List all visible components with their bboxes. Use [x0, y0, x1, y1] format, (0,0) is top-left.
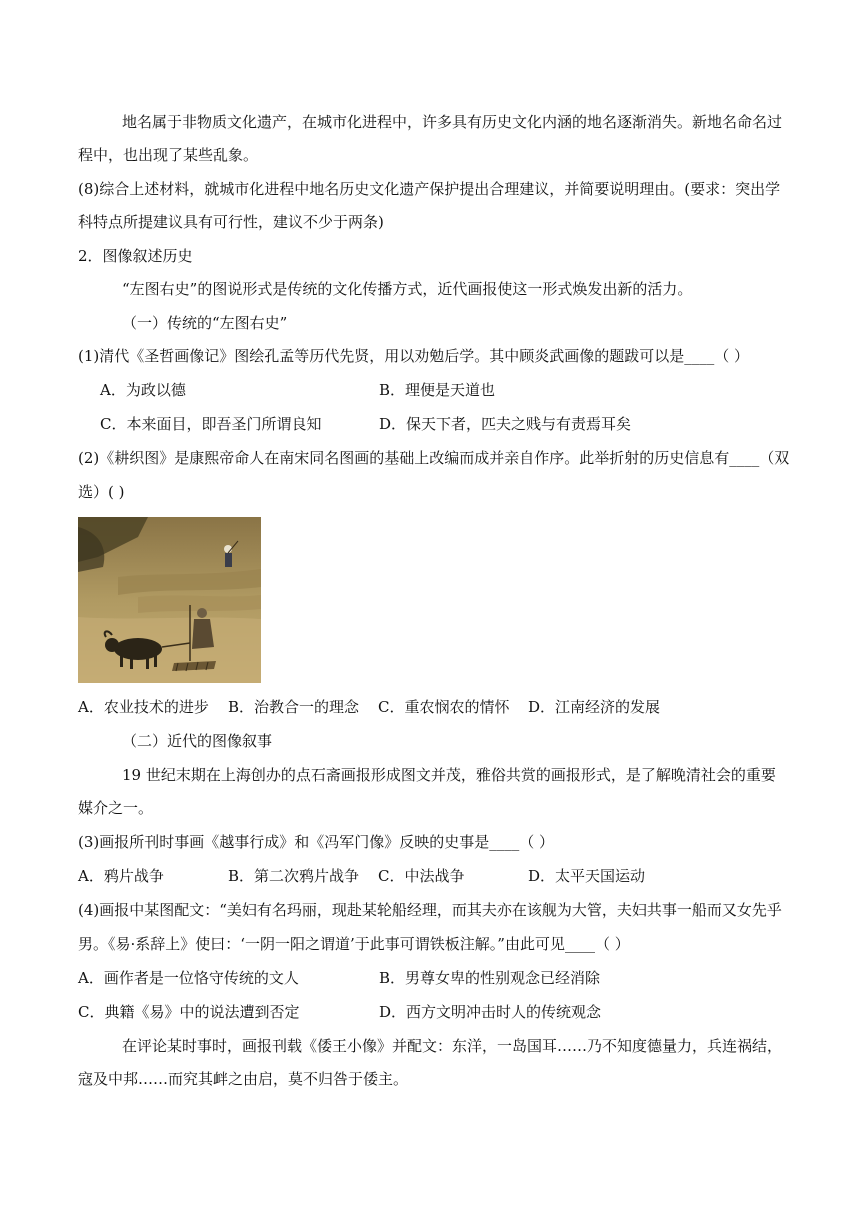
question-1-option-d: D．保天下者，匹夫之贱与有责焉耳矣 — [379, 415, 632, 433]
question-2-option-a: A．农业技术的进步 — [78, 698, 209, 716]
question-3-option-a: A．鸦片战争 — [78, 867, 164, 885]
question-2-option-c: C．重农悯农的情怀 — [378, 698, 510, 716]
part-2-title: （二）近代的图像叙事 — [122, 732, 273, 750]
question-2-option-d: D．江南经济的发展 — [528, 698, 661, 716]
closing-line-1: 在评论某时事时，画报刊载《倭王小像》并配文：东洋，一岛国耳……乃不知度德量力，兵连祸结， — [122, 1037, 783, 1055]
question-3-option-d: D．太平天国运动 — [528, 867, 646, 885]
question-4-option-c: C．典籍《易》中的说法遭到否定 — [78, 1003, 300, 1021]
question-8-line-1: (8)综合上述材料，就城市化进程中地名历史文化遗产保护提出合理建议，并简要说明理由。(要求：突出学 — [78, 180, 781, 198]
question-1-stem: (1)清代《圣哲画像记》图绘孔孟等历代先贤，用以劝勉后学。其中顾炎武画像的题跋可以是____（ ） — [78, 347, 750, 365]
question-2-line-1: (2)《耕织图》是康熙帝命人在南宋同名图画的基础上改编而成并亲自作序。此举折射的历史信息有____（双 — [78, 449, 790, 467]
question-4-line-1: (4)画报中某图配文：“美妇有名玛丽，现赴某轮船经理，而其夫亦在该舰为大管，夫妇共事一船而又女先乎 — [78, 901, 782, 919]
part-1-title: （一）传统的“左图右史” — [122, 314, 288, 332]
material-line-1: 地名属于非物质文化遗产，在城市化进程中，许多具有历史文化内涵的地名逐渐消失。新地名命名过 — [122, 113, 783, 131]
question-2-option-b: B．治教合一的理念 — [228, 698, 360, 716]
question-3-stem: (3)画报所刊时事画《越事行成》和《冯军门像》反映的史事是____（ ） — [78, 833, 555, 851]
question-4-option-d: D．西方文明冲击时人的传统观念 — [379, 1003, 602, 1021]
material-line-2: 程中，也出现了某些乱象。 — [78, 146, 259, 164]
question-1-option-b: B．理便是天道也 — [379, 381, 496, 399]
closing-line-2: 寇及中邦……而究其衅之由启，莫不归咎于倭主。 — [78, 1070, 409, 1088]
section-2-intro: “左图右史”的图说形式是传统的文化传播方式，近代画报使这一形式焕发出新的活力。 — [122, 280, 693, 298]
section-2-title: 2．图像叙述历史 — [78, 247, 193, 265]
question-2-line-2: 选）( ) — [78, 483, 125, 501]
part-2-intro-line-2: 媒介之一。 — [78, 799, 154, 817]
question-8-line-2: 科特点所提建议具有可行性，建议不少于两条) — [78, 213, 384, 231]
question-1-option-c: C．本来面目，即吾圣门所谓良知 — [100, 415, 322, 433]
question-4-option-b: B．男尊女卑的性别观念已经消除 — [379, 969, 601, 987]
gengzhi-painting-image — [78, 517, 261, 683]
question-3-option-c: C．中法战争 — [378, 867, 465, 885]
question-4-option-a: A．画作者是一位恪守传统的文人 — [78, 969, 299, 987]
question-3-option-b: B．第二次鸦片战争 — [228, 867, 360, 885]
question-4-line-2: 男。《易·系辞上》使曰：‘一阴一阳之谓道’于此事可谓铁板注解。”由此可见____（ ） — [78, 935, 630, 953]
question-1-option-a: A．为政以德 — [100, 381, 186, 399]
part-2-intro-line-1: 19 世纪末期在上海创办的点石斋画报形成图文并茂，雅俗共赏的画报形式，是了解晚清社会的重要 — [122, 766, 776, 784]
